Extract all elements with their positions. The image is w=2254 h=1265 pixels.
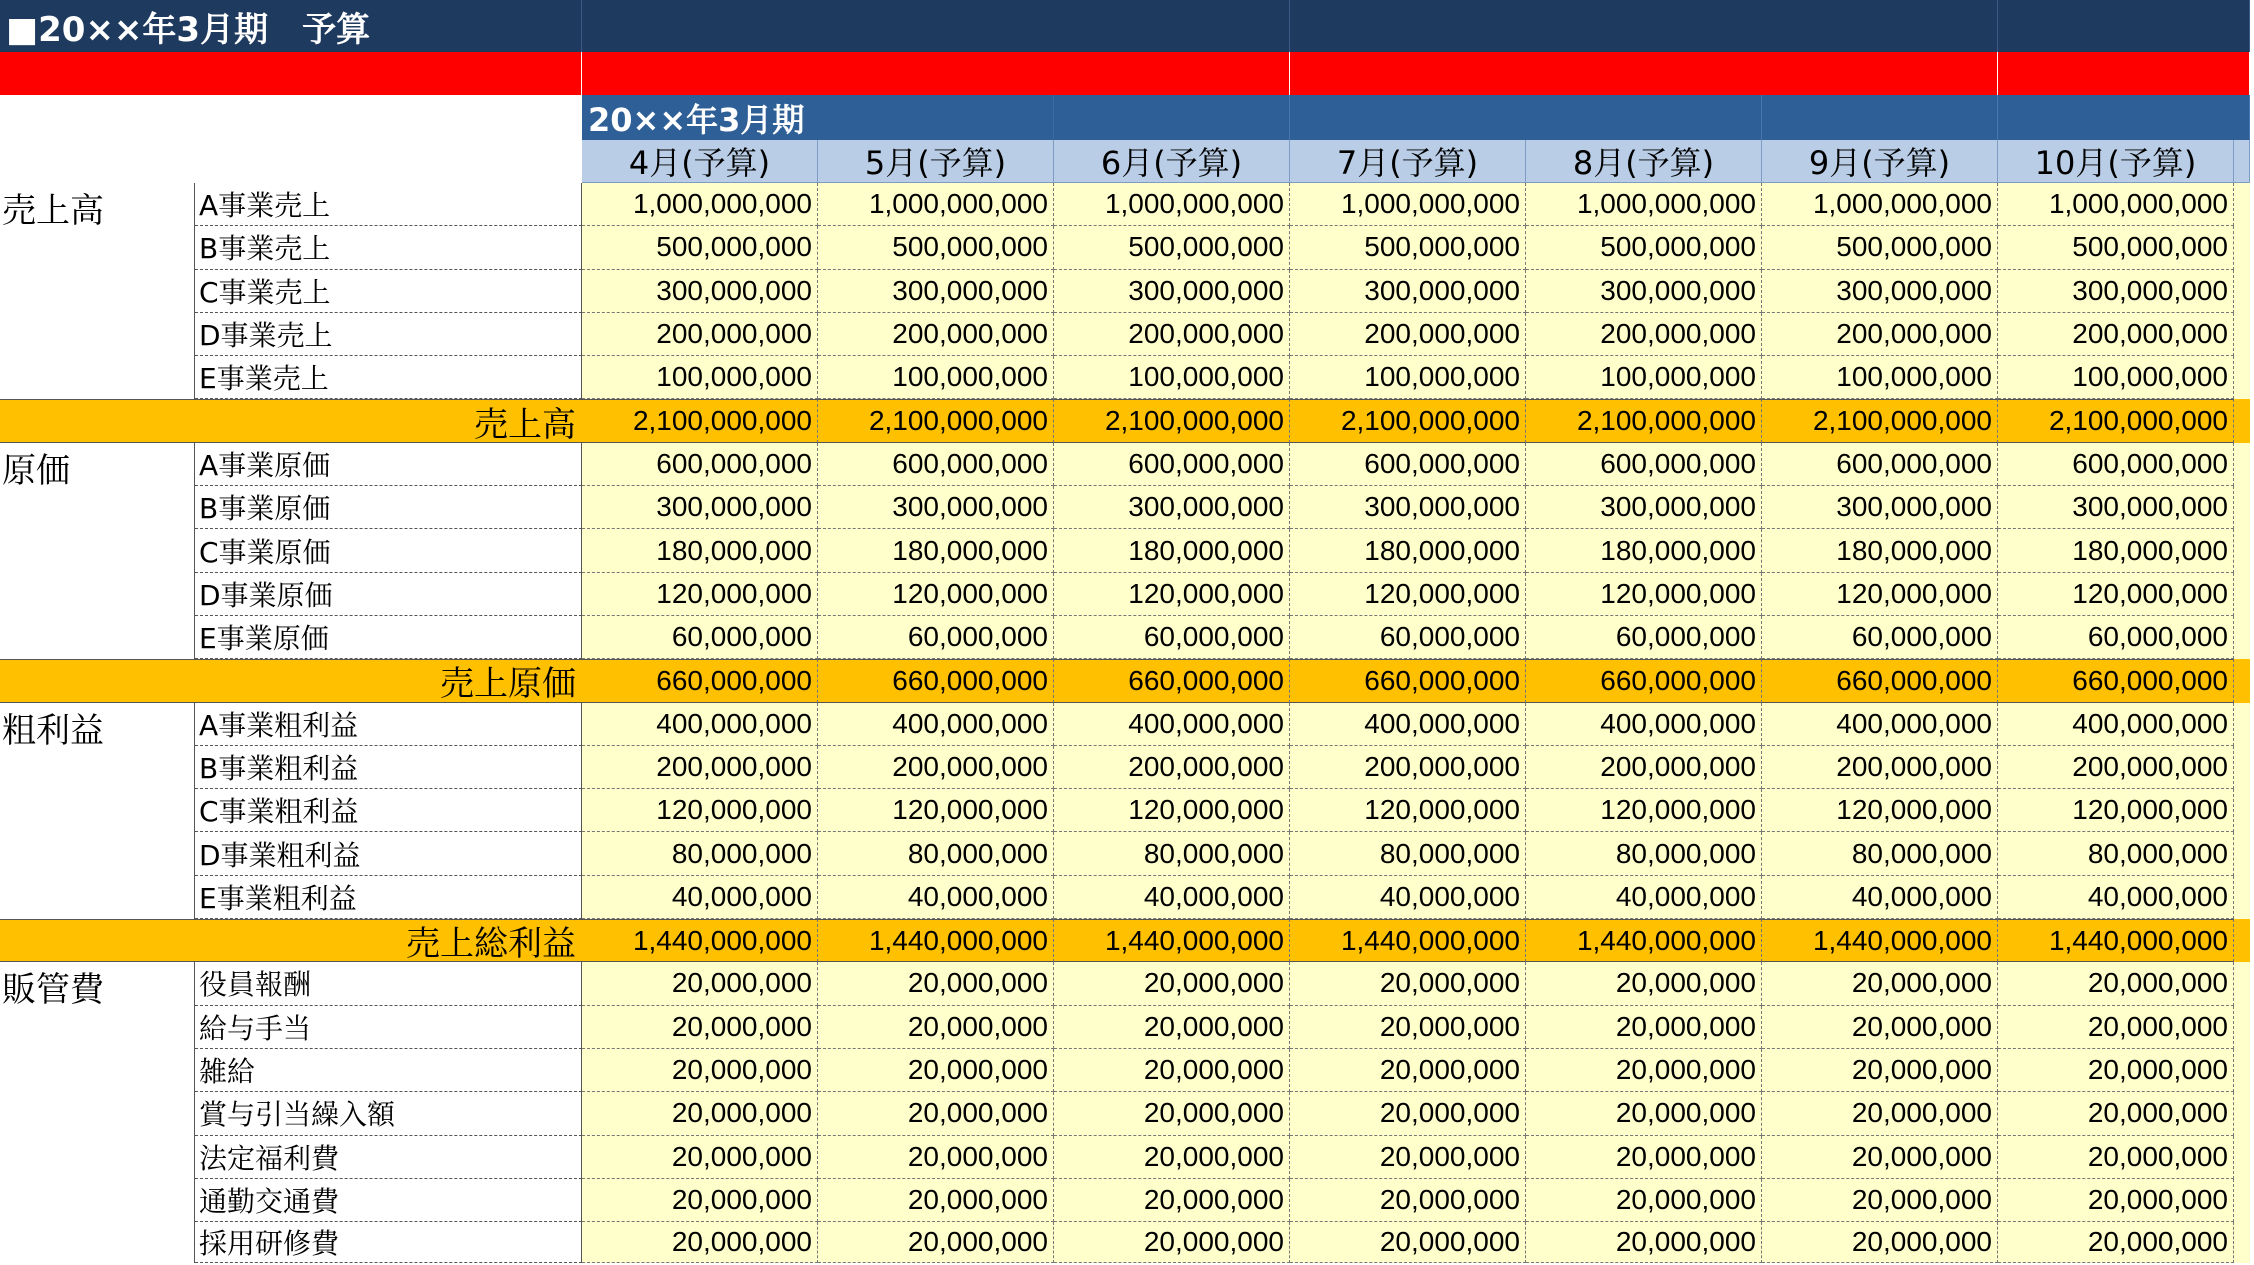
budget-cell-edge xyxy=(2234,226,2250,269)
row-label: 法定福利費 xyxy=(195,1136,582,1179)
total-cell[interactable]: 2,100,000,000 xyxy=(1054,399,1290,442)
budget-cell[interactable]: 20,000,000 xyxy=(818,962,1054,1005)
total-label: 売上原価 xyxy=(0,659,582,702)
budget-cell[interactable]: 20,000,000 xyxy=(1054,1006,1290,1049)
budget-cell[interactable]: 500,000,000 xyxy=(1054,226,1290,269)
budget-cell[interactable]: 300,000,000 xyxy=(1054,270,1290,313)
budget-cell[interactable]: 60,000,000 xyxy=(582,616,818,659)
budget-cell-edge xyxy=(2234,746,2250,789)
total-label: 売上高 xyxy=(0,399,582,442)
budget-cell[interactable]: 20,000,000 xyxy=(1054,1049,1290,1092)
row-label: 賞与引当繰入額 xyxy=(195,1092,582,1135)
budget-cell[interactable]: 20,000,000 xyxy=(1290,1092,1526,1135)
budget-cell[interactable]: 20,000,000 xyxy=(1526,1179,1762,1222)
budget-cell[interactable]: 600,000,000 xyxy=(1526,443,1762,486)
budget-cell[interactable]: 20,000,000 xyxy=(582,1049,818,1092)
budget-cell[interactable]: 400,000,000 xyxy=(1998,703,2234,746)
budget-cell[interactable]: 20,000,000 xyxy=(1762,1136,1998,1179)
budget-cell[interactable]: 180,000,000 xyxy=(1526,529,1762,572)
budget-cell[interactable]: 20,000,000 xyxy=(818,1136,1054,1179)
budget-cell[interactable]: 200,000,000 xyxy=(1762,313,1998,356)
row-label: A事業原価 xyxy=(195,443,582,486)
budget-cell[interactable]: 120,000,000 xyxy=(1054,573,1290,616)
budget-cell[interactable]: 20,000,000 xyxy=(1762,962,1998,1005)
budget-cell[interactable]: 600,000,000 xyxy=(1762,443,1998,486)
budget-cell[interactable]: 40,000,000 xyxy=(1290,876,1526,919)
budget-cell[interactable]: 20,000,000 xyxy=(818,1049,1054,1092)
budget-cell[interactable]: 20,000,000 xyxy=(1998,962,2234,1005)
category-label: 販管費 xyxy=(0,962,195,1263)
title-band xyxy=(1290,0,1998,52)
total-cell[interactable]: 2,100,000,000 xyxy=(582,399,818,442)
budget-cell[interactable]: 600,000,000 xyxy=(582,443,818,486)
budget-cell-edge xyxy=(2234,486,2250,529)
budget-cell[interactable]: 180,000,000 xyxy=(1762,529,1998,572)
row-label: 採用研修費 xyxy=(195,1222,582,1263)
row-label: C事業粗利益 xyxy=(195,789,582,832)
budget-cell-edge xyxy=(2234,1006,2250,1049)
budget-cell-edge xyxy=(2234,183,2250,226)
budget-cell[interactable]: 200,000,000 xyxy=(1054,313,1290,356)
budget-cell[interactable]: 400,000,000 xyxy=(1054,703,1290,746)
period-label: 20××年3月期 xyxy=(582,95,1054,140)
row-label: 役員報酬 xyxy=(195,962,582,1005)
title-band xyxy=(1998,0,2250,52)
budget-cell-edge xyxy=(2234,443,2250,486)
budget-cell-edge xyxy=(2234,616,2250,659)
budget-cell[interactable]: 20,000,000 xyxy=(1054,1136,1290,1179)
budget-cell-edge xyxy=(2234,573,2250,616)
accent-bar xyxy=(0,52,582,95)
budget-cell[interactable]: 200,000,000 xyxy=(818,746,1054,789)
budget-cell[interactable]: 300,000,000 xyxy=(1762,270,1998,313)
budget-cell[interactable]: 20,000,000 xyxy=(1526,1049,1762,1092)
budget-cell[interactable]: 40,000,000 xyxy=(1998,876,2234,919)
budget-cell[interactable]: 20,000,000 xyxy=(1998,1092,2234,1135)
month-header[interactable]: 10月(予算) xyxy=(1998,140,2234,183)
budget-cell[interactable]: 20,000,000 xyxy=(1526,1136,1762,1179)
budget-cell[interactable]: 1,000,000,000 xyxy=(1998,183,2234,226)
budget-cell[interactable]: 1,000,000,000 xyxy=(818,183,1054,226)
accent-bar xyxy=(1998,52,2250,95)
budget-cell[interactable]: 20,000,000 xyxy=(1762,1006,1998,1049)
budget-cell[interactable]: 120,000,000 xyxy=(1998,789,2234,832)
budget-cell[interactable]: 1,000,000,000 xyxy=(1526,183,1762,226)
budget-cell[interactable]: 20,000,000 xyxy=(582,1179,818,1222)
budget-cell[interactable]: 100,000,000 xyxy=(1762,356,1998,399)
budget-cell[interactable]: 200,000,000 xyxy=(1290,746,1526,789)
budget-cell[interactable]: 20,000,000 xyxy=(818,1222,1054,1263)
budget-cell[interactable]: 200,000,000 xyxy=(582,313,818,356)
month-header[interactable]: 7月(予算) xyxy=(1290,140,1526,183)
budget-cell[interactable]: 300,000,000 xyxy=(1762,486,1998,529)
budget-cell[interactable]: 60,000,000 xyxy=(1054,616,1290,659)
budget-cell[interactable]: 60,000,000 xyxy=(818,616,1054,659)
budget-cell[interactable]: 20,000,000 xyxy=(1998,1136,2234,1179)
budget-cell[interactable]: 600,000,000 xyxy=(1998,443,2234,486)
row-label: B事業原価 xyxy=(195,486,582,529)
budget-cell[interactable]: 200,000,000 xyxy=(1526,746,1762,789)
title-band xyxy=(582,0,1290,52)
total-label: 売上総利益 xyxy=(0,919,582,962)
total-cell[interactable]: 2,100,000,000 xyxy=(1762,399,1998,442)
period-band xyxy=(1998,95,2250,140)
budget-cell[interactable]: 80,000,000 xyxy=(1290,832,1526,875)
budget-cell-edge xyxy=(2234,962,2250,1005)
row-label: E事業原価 xyxy=(195,616,582,659)
budget-cell[interactable]: 80,000,000 xyxy=(1054,832,1290,875)
budget-cell[interactable]: 20,000,000 xyxy=(582,962,818,1005)
budget-cell[interactable]: 300,000,000 xyxy=(1054,486,1290,529)
budget-cell[interactable]: 20,000,000 xyxy=(1998,1179,2234,1222)
budget-cell[interactable]: 20,000,000 xyxy=(1054,962,1290,1005)
budget-cell[interactable]: 400,000,000 xyxy=(582,703,818,746)
budget-cell[interactable]: 500,000,000 xyxy=(818,226,1054,269)
budget-cell[interactable]: 20,000,000 xyxy=(1290,1136,1526,1179)
total-cell[interactable]: 1,440,000,000 xyxy=(1526,919,1762,962)
budget-cell[interactable]: 300,000,000 xyxy=(818,270,1054,313)
total-cell[interactable]: 2,100,000,000 xyxy=(818,399,1054,442)
budget-cell[interactable]: 20,000,000 xyxy=(1762,1049,1998,1092)
total-cell[interactable]: 1,440,000,000 xyxy=(1762,919,1998,962)
budget-cell[interactable]: 20,000,000 xyxy=(582,1092,818,1135)
budget-cell[interactable]: 20,000,000 xyxy=(1290,1179,1526,1222)
budget-cell-edge xyxy=(2234,832,2250,875)
budget-cell[interactable]: 100,000,000 xyxy=(1526,356,1762,399)
budget-cell-edge xyxy=(2234,356,2250,399)
budget-cell[interactable]: 200,000,000 xyxy=(1998,746,2234,789)
budget-cell[interactable]: 300,000,000 xyxy=(582,486,818,529)
total-cell[interactable]: 1,440,000,000 xyxy=(1998,919,2234,962)
budget-cell[interactable]: 500,000,000 xyxy=(582,226,818,269)
total-cell[interactable]: 2,100,000,000 xyxy=(1998,399,2234,442)
budget-cell[interactable]: 100,000,000 xyxy=(582,356,818,399)
budget-cell[interactable]: 120,000,000 xyxy=(1762,789,1998,832)
budget-cell[interactable]: 120,000,000 xyxy=(1526,789,1762,832)
total-cell[interactable]: 1,440,000,000 xyxy=(1054,919,1290,962)
budget-cell-edge xyxy=(2234,1179,2250,1222)
budget-cell[interactable]: 120,000,000 xyxy=(582,573,818,616)
budget-cell[interactable]: 100,000,000 xyxy=(818,356,1054,399)
budget-cell[interactable]: 80,000,000 xyxy=(1762,832,1998,875)
budget-cell[interactable]: 20,000,000 xyxy=(818,1006,1054,1049)
row-label: B事業売上 xyxy=(195,226,582,269)
total-cell[interactable]: 660,000,000 xyxy=(1762,659,1998,702)
row-label: 雑給 xyxy=(195,1049,582,1092)
budget-cell[interactable]: 80,000,000 xyxy=(1998,832,2234,875)
budget-cell[interactable]: 20,000,000 xyxy=(1998,1222,2234,1263)
budget-cell[interactable]: 40,000,000 xyxy=(1762,876,1998,919)
budget-cell[interactable]: 120,000,000 xyxy=(1998,573,2234,616)
budget-cell[interactable]: 200,000,000 xyxy=(582,746,818,789)
budget-cell-edge xyxy=(2234,876,2250,919)
budget-cell-edge xyxy=(2234,1136,2250,1179)
budget-cell[interactable]: 60,000,000 xyxy=(1290,616,1526,659)
budget-cell[interactable]: 300,000,000 xyxy=(818,486,1054,529)
budget-cell[interactable]: 80,000,000 xyxy=(1526,832,1762,875)
budget-cell[interactable]: 100,000,000 xyxy=(1054,356,1290,399)
budget-cell[interactable]: 120,000,000 xyxy=(1054,789,1290,832)
accent-bar xyxy=(582,52,1290,95)
budget-cell[interactable]: 180,000,000 xyxy=(1290,529,1526,572)
budget-cell[interactable]: 120,000,000 xyxy=(818,789,1054,832)
budget-cell[interactable]: 180,000,000 xyxy=(1054,529,1290,572)
budget-cell[interactable]: 100,000,000 xyxy=(1998,356,2234,399)
budget-cell[interactable]: 400,000,000 xyxy=(1762,703,1998,746)
row-label: 通勤交通費 xyxy=(195,1179,582,1222)
total-cell[interactable]: 660,000,000 xyxy=(1998,659,2234,702)
budget-cell[interactable]: 120,000,000 xyxy=(1526,573,1762,616)
budget-cell[interactable]: 20,000,000 xyxy=(1054,1222,1290,1263)
total-cell[interactable]: 660,000,000 xyxy=(1054,659,1290,702)
total-cell[interactable]: 1,440,000,000 xyxy=(818,919,1054,962)
total-cell-edge xyxy=(2234,659,2250,702)
row-label: D事業粗利益 xyxy=(195,832,582,875)
budget-cell[interactable]: 200,000,000 xyxy=(1998,313,2234,356)
budget-cell[interactable]: 20,000,000 xyxy=(1290,962,1526,1005)
budget-cell[interactable]: 20,000,000 xyxy=(1998,1006,2234,1049)
total-cell[interactable]: 1,440,000,000 xyxy=(1290,919,1526,962)
budget-cell[interactable]: 40,000,000 xyxy=(1054,876,1290,919)
budget-cell[interactable]: 40,000,000 xyxy=(582,876,818,919)
budget-cell[interactable]: 300,000,000 xyxy=(1526,486,1762,529)
budget-cell[interactable]: 1,000,000,000 xyxy=(582,183,818,226)
period-band xyxy=(1290,95,1762,140)
budget-cell[interactable]: 120,000,000 xyxy=(582,789,818,832)
accent-bar xyxy=(1290,52,1998,95)
budget-cell[interactable]: 40,000,000 xyxy=(818,876,1054,919)
budget-cell[interactable]: 120,000,000 xyxy=(1290,573,1526,616)
budget-cell-edge xyxy=(2234,529,2250,572)
budget-cell-edge xyxy=(2234,1092,2250,1135)
row-label: D事業原価 xyxy=(195,573,582,616)
month-header[interactable]: 9月(予算) xyxy=(1762,140,1998,183)
budget-cell[interactable]: 20,000,000 xyxy=(1526,1092,1762,1135)
budget-cell[interactable]: 20,000,000 xyxy=(1290,1006,1526,1049)
month-header[interactable]: 4月(予算) xyxy=(582,140,818,183)
budget-cell-edge xyxy=(2234,789,2250,832)
budget-cell[interactable]: 20,000,000 xyxy=(1998,1049,2234,1092)
budget-cell[interactable]: 180,000,000 xyxy=(582,529,818,572)
budget-cell[interactable]: 600,000,000 xyxy=(1290,443,1526,486)
budget-cell[interactable]: 100,000,000 xyxy=(1290,356,1526,399)
row-label: B事業粗利益 xyxy=(195,746,582,789)
budget-cell[interactable]: 20,000,000 xyxy=(1054,1092,1290,1135)
budget-cell-edge xyxy=(2234,270,2250,313)
budget-cell[interactable]: 1,000,000,000 xyxy=(1762,183,1998,226)
budget-cell[interactable]: 200,000,000 xyxy=(1290,313,1526,356)
budget-cell[interactable]: 20,000,000 xyxy=(582,1136,818,1179)
budget-cell[interactable]: 400,000,000 xyxy=(1526,703,1762,746)
budget-cell[interactable]: 300,000,000 xyxy=(1290,486,1526,529)
budget-cell[interactable]: 600,000,000 xyxy=(818,443,1054,486)
sheet-title: ■20××年3月期 予算 xyxy=(0,0,582,52)
budget-cell[interactable]: 200,000,000 xyxy=(1762,746,1998,789)
row-label: D事業売上 xyxy=(195,313,582,356)
budget-cell[interactable]: 20,000,000 xyxy=(1526,962,1762,1005)
total-cell[interactable]: 660,000,000 xyxy=(1526,659,1762,702)
budget-cell[interactable]: 20,000,000 xyxy=(582,1006,818,1049)
budget-cell[interactable]: 500,000,000 xyxy=(1526,226,1762,269)
row-label: C事業原価 xyxy=(195,529,582,572)
budget-cell[interactable]: 60,000,000 xyxy=(1526,616,1762,659)
budget-cell[interactable]: 80,000,000 xyxy=(818,832,1054,875)
budget-cell[interactable]: 400,000,000 xyxy=(1290,703,1526,746)
total-cell[interactable]: 660,000,000 xyxy=(1290,659,1526,702)
category-label: 原価 xyxy=(0,443,195,659)
row-label: E事業売上 xyxy=(195,356,582,399)
budget-cell[interactable]: 120,000,000 xyxy=(818,573,1054,616)
budget-cell[interactable]: 20,000,000 xyxy=(818,1092,1054,1135)
row-label: E事業粗利益 xyxy=(195,876,582,919)
budget-cell[interactable]: 300,000,000 xyxy=(1526,270,1762,313)
budget-cell[interactable]: 500,000,000 xyxy=(1762,226,1998,269)
budget-cell[interactable]: 600,000,000 xyxy=(1054,443,1290,486)
budget-cell[interactable]: 1,000,000,000 xyxy=(1290,183,1526,226)
budget-cell[interactable]: 20,000,000 xyxy=(1290,1049,1526,1092)
budget-cell[interactable]: 60,000,000 xyxy=(1762,616,1998,659)
period-band xyxy=(1054,95,1290,140)
category-label: 売上高 xyxy=(0,183,195,399)
budget-cell[interactable]: 20,000,000 xyxy=(1762,1179,1998,1222)
total-cell[interactable]: 2,100,000,000 xyxy=(1290,399,1526,442)
budget-cell[interactable]: 80,000,000 xyxy=(582,832,818,875)
month-header[interactable]: 5月(予算) xyxy=(818,140,1054,183)
budget-cell-edge xyxy=(2234,1049,2250,1092)
budget-cell[interactable]: 180,000,000 xyxy=(818,529,1054,572)
budget-cell-edge xyxy=(2234,313,2250,356)
budget-cell[interactable]: 120,000,000 xyxy=(1290,789,1526,832)
budget-cell[interactable]: 40,000,000 xyxy=(1526,876,1762,919)
month-header-edge xyxy=(2234,140,2250,183)
budget-cell[interactable]: 200,000,000 xyxy=(818,313,1054,356)
row-label: C事業売上 xyxy=(195,270,582,313)
budget-cell-edge xyxy=(2234,1222,2250,1263)
total-cell[interactable]: 2,100,000,000 xyxy=(1526,399,1762,442)
budget-cell[interactable]: 20,000,000 xyxy=(1762,1092,1998,1135)
period-band xyxy=(1762,95,1998,140)
budget-cell[interactable]: 120,000,000 xyxy=(1762,573,1998,616)
budget-cell[interactable]: 300,000,000 xyxy=(1290,270,1526,313)
budget-cell[interactable]: 20,000,000 xyxy=(582,1222,818,1263)
row-label: A事業粗利益 xyxy=(195,703,582,746)
row-label: 給与手当 xyxy=(195,1006,582,1049)
budget-cell[interactable]: 200,000,000 xyxy=(1526,313,1762,356)
budget-cell-edge xyxy=(2234,703,2250,746)
budget-cell[interactable]: 1,000,000,000 xyxy=(1054,183,1290,226)
month-header[interactable]: 8月(予算) xyxy=(1526,140,1762,183)
budget-cell[interactable]: 20,000,000 xyxy=(1526,1006,1762,1049)
total-cell[interactable]: 660,000,000 xyxy=(818,659,1054,702)
total-cell-edge xyxy=(2234,399,2250,442)
total-cell[interactable]: 660,000,000 xyxy=(582,659,818,702)
row-label: A事業売上 xyxy=(195,183,582,226)
total-cell-edge xyxy=(2234,919,2250,962)
budget-cell[interactable]: 180,000,000 xyxy=(1998,529,2234,572)
budget-cell[interactable]: 300,000,000 xyxy=(1998,270,2234,313)
budget-cell[interactable]: 400,000,000 xyxy=(818,703,1054,746)
month-header[interactable]: 6月(予算) xyxy=(1054,140,1290,183)
header-blank xyxy=(0,95,582,183)
budget-cell[interactable]: 20,000,000 xyxy=(1290,1222,1526,1263)
budget-cell[interactable]: 20,000,000 xyxy=(1054,1179,1290,1222)
budget-cell[interactable]: 20,000,000 xyxy=(818,1179,1054,1222)
budget-cell[interactable]: 20,000,000 xyxy=(1526,1222,1762,1263)
budget-cell[interactable]: 300,000,000 xyxy=(582,270,818,313)
budget-cell[interactable]: 20,000,000 xyxy=(1762,1222,1998,1263)
budget-cell[interactable]: 300,000,000 xyxy=(1998,486,2234,529)
budget-cell[interactable]: 500,000,000 xyxy=(1290,226,1526,269)
total-cell[interactable]: 1,440,000,000 xyxy=(582,919,818,962)
budget-cell[interactable]: 200,000,000 xyxy=(1054,746,1290,789)
budget-cell[interactable]: 60,000,000 xyxy=(1998,616,2234,659)
category-label: 粗利益 xyxy=(0,703,195,919)
budget-cell[interactable]: 500,000,000 xyxy=(1998,226,2234,269)
